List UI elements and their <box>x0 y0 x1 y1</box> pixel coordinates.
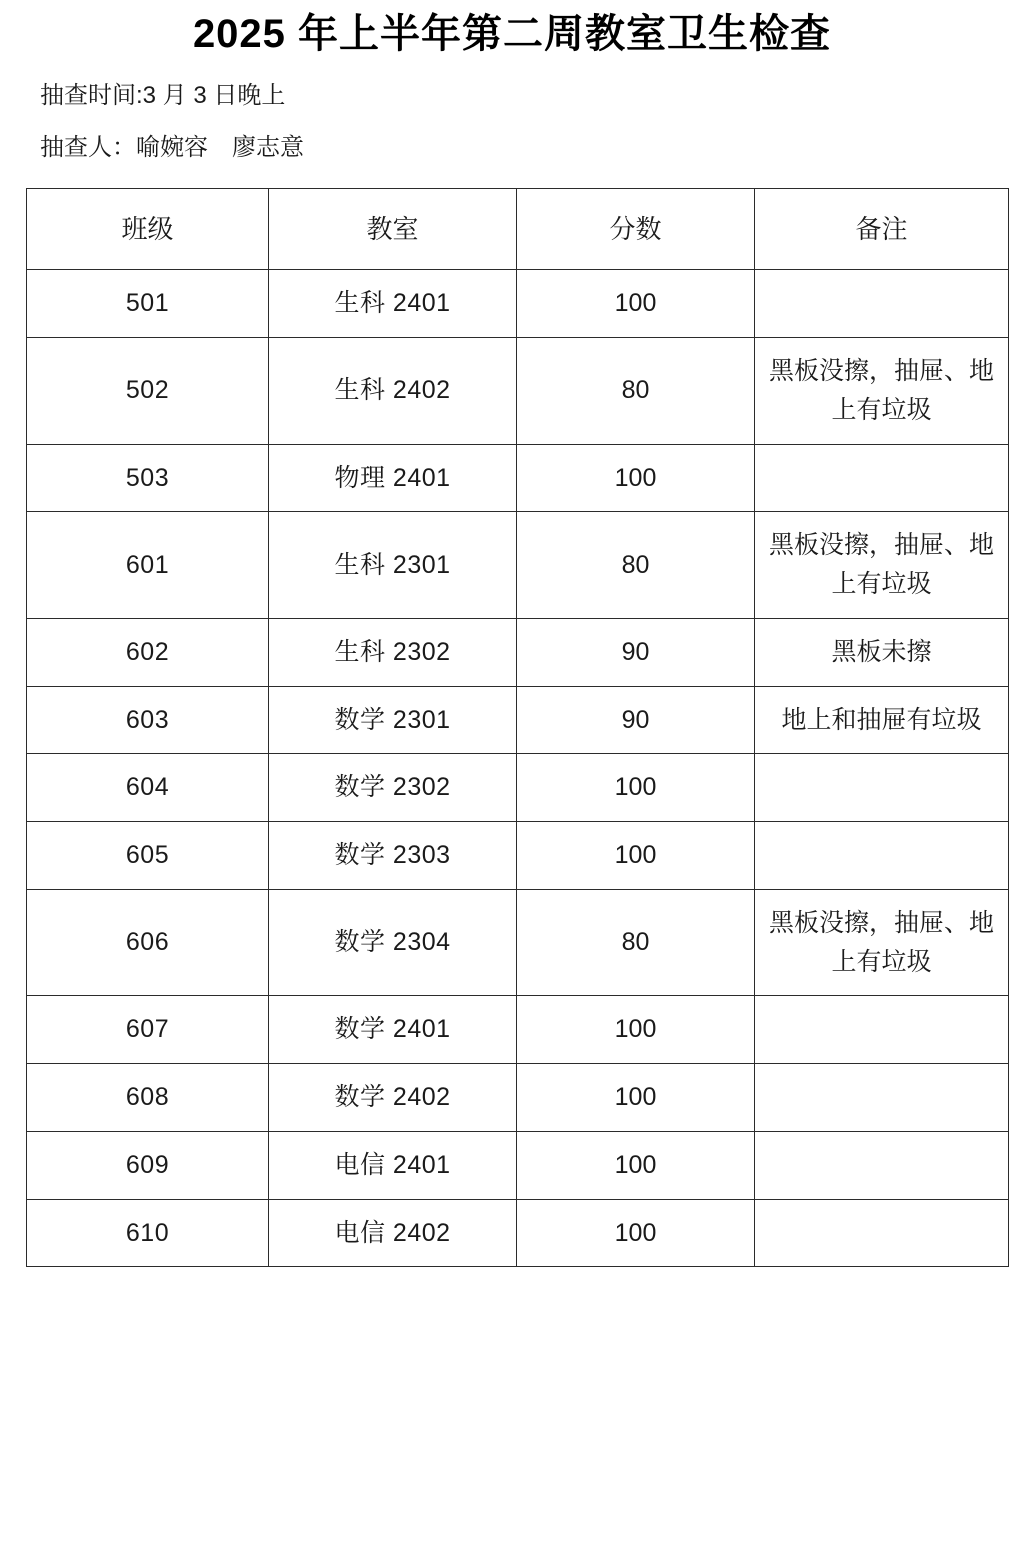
cell-score: 100 <box>517 1064 755 1132</box>
cell-room: 生科 2402 <box>269 338 517 445</box>
cell-score: 80 <box>517 512 755 619</box>
cell-class: 606 <box>27 889 269 996</box>
table-row <box>27 1064 1009 1132</box>
table-row <box>27 686 1009 754</box>
hygiene-check-table <box>26 188 1009 1267</box>
cell-note <box>755 822 1009 890</box>
table-body <box>27 270 1009 1267</box>
cell-score: 100 <box>517 270 755 338</box>
cell-room: 数学 2304 <box>269 889 517 996</box>
cell-score: 100 <box>517 1131 755 1199</box>
table-row <box>27 444 1009 512</box>
cell-room: 生科 2301 <box>269 512 517 619</box>
cell-note <box>755 1131 1009 1199</box>
cell-note <box>755 1199 1009 1267</box>
table-row <box>27 996 1009 1064</box>
table-row <box>27 1131 1009 1199</box>
cell-note: 黑板没擦，抽屉、地上有垃圾 <box>755 512 1009 619</box>
cell-class: 610 <box>27 1199 269 1267</box>
cell-note: 黑板没擦，抽屉、地上有垃圾 <box>755 889 1009 996</box>
table-row <box>27 1199 1009 1267</box>
cell-class: 503 <box>27 444 269 512</box>
cell-class: 501 <box>27 270 269 338</box>
cell-class: 609 <box>27 1131 269 1199</box>
table-row <box>27 512 1009 619</box>
cell-score: 100 <box>517 996 755 1064</box>
cell-room: 数学 2302 <box>269 754 517 822</box>
cell-class: 602 <box>27 618 269 686</box>
cell-class: 601 <box>27 512 269 619</box>
column-header-score: 分数 <box>517 189 755 270</box>
cell-room: 电信 2402 <box>269 1199 517 1267</box>
cell-room: 生科 2302 <box>269 618 517 686</box>
cell-class: 607 <box>27 996 269 1064</box>
cell-score: 100 <box>517 822 755 890</box>
cell-class: 604 <box>27 754 269 822</box>
document-page <box>0 8 1024 1543</box>
cell-note <box>755 1064 1009 1132</box>
cell-room: 生科 2401 <box>269 270 517 338</box>
cell-note: 黑板未擦 <box>755 618 1009 686</box>
cell-score: 100 <box>517 444 755 512</box>
cell-note: 黑板没擦，抽屉、地上有垃圾 <box>755 338 1009 445</box>
table-row <box>27 270 1009 338</box>
cell-score: 90 <box>517 686 755 754</box>
cell-room: 数学 2401 <box>269 996 517 1064</box>
table-row <box>27 754 1009 822</box>
cell-room: 物理 2401 <box>269 444 517 512</box>
cell-room: 电信 2401 <box>269 1131 517 1199</box>
cell-note <box>755 270 1009 338</box>
cell-note <box>755 444 1009 512</box>
cell-class: 605 <box>27 822 269 890</box>
cell-note <box>755 754 1009 822</box>
table-row <box>27 338 1009 445</box>
cell-note: 地上和抽屉有垃圾 <box>755 686 1009 754</box>
column-header-class: 班级 <box>27 189 269 270</box>
cell-score: 100 <box>517 754 755 822</box>
table-row <box>27 889 1009 996</box>
cell-room: 数学 2301 <box>269 686 517 754</box>
cell-room: 数学 2402 <box>269 1064 517 1132</box>
cell-class: 603 <box>27 686 269 754</box>
table-header <box>27 189 1009 270</box>
column-header-note: 备注 <box>755 189 1009 270</box>
inspectors: 抽查人：喻婉容 廖志意 <box>40 134 304 161</box>
table-row <box>27 822 1009 890</box>
page-title: 2025 年上半年第二周教室卫生检查 <box>192 12 832 56</box>
cell-room: 数学 2303 <box>269 822 517 890</box>
cell-score: 80 <box>517 338 755 445</box>
table-row <box>27 618 1009 686</box>
cell-note <box>755 996 1009 1064</box>
cell-class: 502 <box>27 338 269 445</box>
cell-score: 90 <box>517 618 755 686</box>
table-header-row <box>27 189 1009 270</box>
cell-class: 608 <box>27 1064 269 1132</box>
inspection-time: 抽查时间:3 月 3 日晚上 <box>40 82 286 109</box>
cell-score: 80 <box>517 889 755 996</box>
column-header-room: 教室 <box>269 189 517 270</box>
cell-score: 100 <box>517 1199 755 1267</box>
